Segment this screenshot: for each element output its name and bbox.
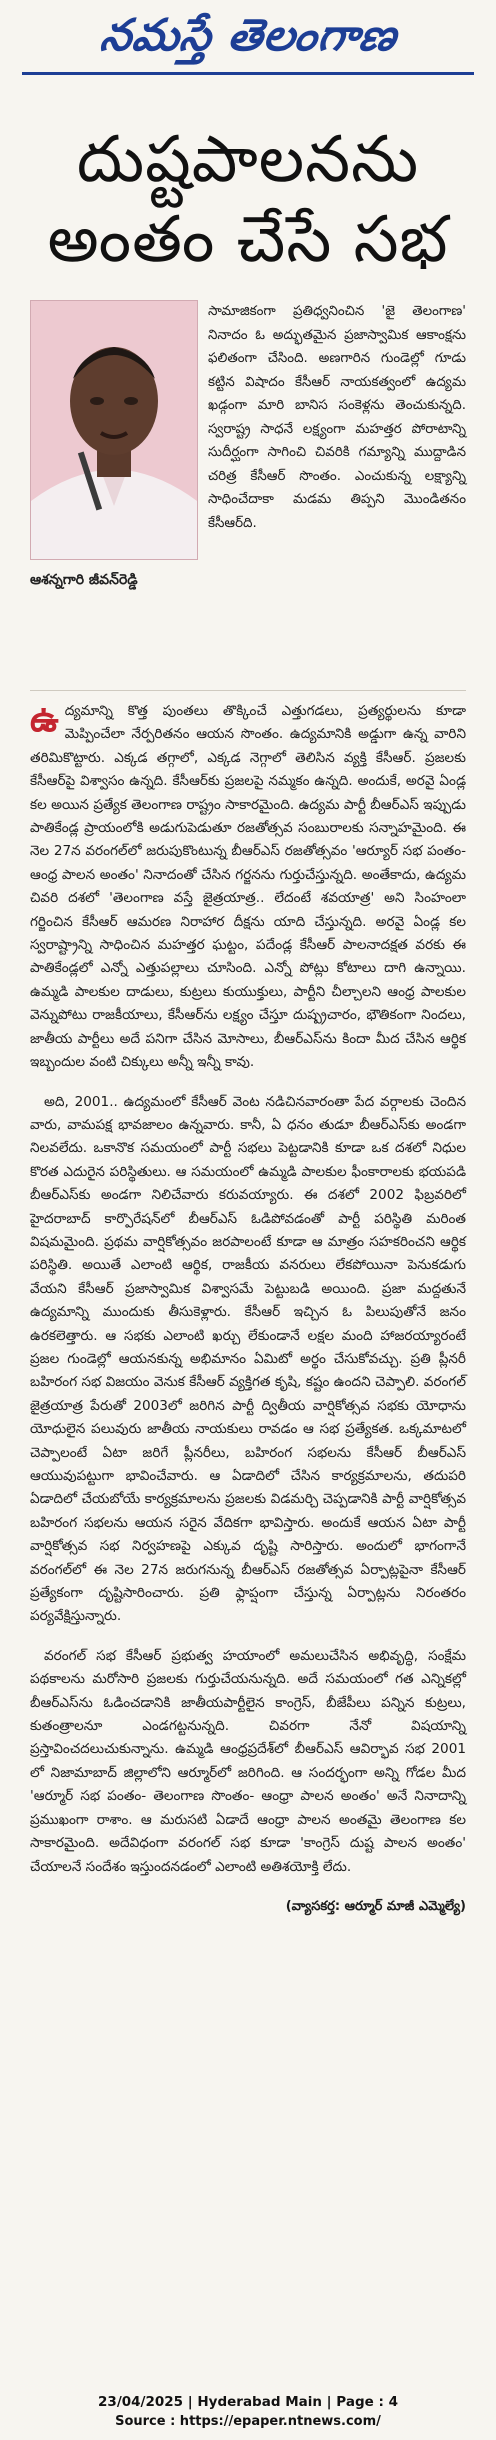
headline-line-1: దుష్టపాలనను: [76, 123, 420, 197]
author-portrait-image: [31, 301, 197, 559]
lead-section: [30, 300, 466, 676]
author-byline: (వ్యాసకర్త: ఆర్మూర్ మాజీ ఎమ్మెల్యే): [285, 1898, 466, 1914]
lead-paragraph: సామాజికంగా ప్రతిధ్వనించిన 'జై తెలంగాణ' నినాదం ఓ అద్భుతమైన ప్రజాస్వామిక ఆకాంక్షను ఫలితంగా చేసింది. అణగారిన గుండెల్లో గూడు కట్టిన విషాదం కేసీఆర్ నాయకత్వంలో ఉద్యమ ఖడ్గంగా మారి బానిస సంకెళ్లను తెంచుకున్నది. స్వరాష్ట్ర సాధనే లక్ష్యంగా మహత్తర పోరాటాన్ని సుదీర్ఘంగా సాగించి చివరికి గమ్యాన్ని ముద్దాడిన చరిత్ర కేసీఆర్ సొంతం. ఎంచుకున్న లక్ష్యాన్ని సాధించేదాకా మడమ తిప్పని మొండితనం కేసీఆర్‌ది.: [208, 304, 466, 531]
drop-cap: ఉ: [30, 699, 59, 740]
paragraph-1-text: ద్యమాన్ని కొత్త పుంతలు తొక్కించే ఎత్తుగడలు, ప్రత్యర్థులను కూడా మెప్పించేలా నేర్పరితనం ఆయన సొంతం. ఉద్యమానికి అడ్డుగా ఉన్న వారిని తరిమికొట్టారు. ఎక్కడ తగ్గాలో, ఎక్కడ నెగ్గాలో తెలిసిన వ్యక్తి కేసీఆర్. ప్రజలకు కేసీఆర్‌పై విశ్వాసం ఉన్నది. కేసీఆర్‌కు ప్రజలపై నమ్మకం ఉన్నది. అందుకే, అరవై ఏండ్ల కల అయిన ప్రత్యేక తెలంగాణ రాష్ట్రం సాకారమైంది. ఉద్యమ పార్టీ బీఆర్ఎస్ ఇప్పుడు పాతికేండ్ల ప్రాయంలోకి అడుగుపెడుతూ రజతోత్సవ సంబురాలకు సన్నాహమైంది. ఈ నెల 27న వరంగల్‌లో జరుపుకొంటున్న బీఆర్ఎస్ రజతోత్సవం 'ఆర్యూర్ సభ పంతం-ఆంధ్ర పాలన అంతం' నినాదంతో చేసిన గర్జనను గుర్తుచేస్తున్నది. అంతేకాదు, ఉద్యమ చివరి దశలో 'తెలంగాణ వస్తే జైత్రయాత్ర.. లేదంటే శవయాత్ర' అని సింహంలా గర్జించిన కేసీఆర్ ఆమరణ నిరాహార దీక్షను యాది చేస్తున్నది. అరవై ఏండ్ల కల స్వరాష్ట్రాన్ని సాధించిన మహత్తర ఘట్టం, పదేండ్ల కేసీఆర్ పాలనాదక్షత వరకు ఈ పాతికేండ్లలో ఎన్నో ఎత్తుపల్లాలు చూసింది. ఎన్నో పోట్లు కోటాలు దాగి ఉన్నాయి. ఉమ్మడి పాలకుల దాడులు, కుట్రలు కుయుక్తులు, పార్టీని చీల్చాలని ఆంధ్ర పాలకుల వెన్నుపోటు రాజకీయాలు, కేసీఆర్‌ను లక్ష్యం చేస్తూ దుష్ప్రచారం, భౌతికంగా నిందలు, జాతీయ పార్టీలు అదే పనిగా చేసిన మోసాలు, బీఆర్ఎస్‌ను కిందా మీద చేసిన ఆర్థిక ఇబ్బందుల వంటి చిక్కులు అన్నీ ఇన్నీ కావు.: [30, 703, 466, 1071]
footer-meta: 23/04/2025 | Hyderabad Main | Page : 4: [98, 2394, 398, 2410]
page-footer: [0, 2392, 496, 2432]
article-headline: [20, 120, 476, 280]
paragraph-3: వరంగల్ సభ కేసీఆర్ ప్రభుత్వ హయాంలో అమలుచేసిన అభివృద్ధి, సంక్షేమ పథకాలను మరోసారి ప్రజలకు గుర్తుచేయనున్నది. అదే సమయంలో గత ఎన్నికల్లో బీఆర్ఎస్‌ను ఓడించడానికి జాతీయపార్టీలైన కాంగ్రెస్, బీజేపీలు పన్నిన కుట్రలు, కుతంత్రాలనూ ఎండగట్టనున్నది. చివరగా నేనో విషయాన్ని ప్రస్తావించదలుచుకున్నాను. ఉమ్మడి ఆంధ్రప్రదేశ్‌లో బీఆర్ఎస్ ఆవిర్భావ సభ 2001 లో నిజామాబాద్ జిల్లాలోని ఆర్మూర్‌లో జరిగింది. ఆ సందర్భంగా అన్ని గోడల మీద 'ఆర్మూర్ సభ పంతం- తెలంగాణ సొంతం- ఆంధ్రా పాలన అంతం' అనే నినాదాన్ని ప్రముఖంగా రాశాం. ఆ మరుసటి ఏడాదే ఆంధ్రా పాలన అంతమై తెలంగాణ కల సాకారమైంది. అదేవిధంగా వరంగల్ సభ కూడా 'కాంగ్రెస్ దుష్ట పాలన అంతం' చేయాలనే సందేశం ఇస్తుందనడంలో ఎలాంటి అతిశయోక్తి లేదు.: [30, 1647, 466, 1875]
section-divider: [30, 690, 466, 691]
photo-caption: ఆశన్నగారి జీవన్‌రెడ్డి: [30, 572, 138, 588]
article-body: [30, 700, 466, 1918]
author-photo: [30, 300, 198, 560]
headline-line-2: అంతం చేసే సభ: [47, 203, 449, 277]
paragraph-1: [30, 700, 466, 1075]
footer-source-link[interactable]: Source : https://epaper.ntnews.com/: [115, 2414, 381, 2429]
masthead-rule: [22, 72, 474, 75]
masthead-title: నమస్తే తెలంగాణ: [97, 10, 401, 61]
masthead: [0, 0, 496, 82]
paragraph-2: అది, 2001.. ఉద్యమంలో కేసీఆర్ వెంట నడిచినవారంతా పేద వర్గాలకు చెందిన వారు, వామపక్ష భావజాలం ఉన్నవారు. కానీ, ఏ ధనం తుడూ బీఆర్ఎస్‌కు అండగా నిలవలేదు. ఒకానొక సమయంలో పార్టీ సభలు పెట్టడానికి కూడా ఒక దశలో నిధుల కొరత ఎదురైన పరిస్థితులు. ఆ సమయంలో ఉమ్మడి పాలకుల ఫీంకారాలకు భయపడి బీఆర్ఎస్‌కు అండగా నిలిచేవారు కరువయ్యారు. ఈ దశలో 2002 ఫిబ్రవరిలో హైదరాబాద్ కార్పొరేషన్‌లో బీఆర్ఎస్ ఓడిపోవడంతో పార్టీ పరిస్థితి మరింత విషమమైంది. ప్రథమ వార్షికోత్సవం జరపాలంటే కూడా ఆ మాత్రం సహకరించని ఆర్థిక పరిస్థితి. అయితే ఎలాంటి ఆర్థిక, రాజకీయ వనరులు లేకపోయినా పెనుకడుగు వేయని కేసీఆర్ ప్రజాస్వామిక విశ్వాసమే పెట్టుబడి అయింది. ప్రజా మద్దతునే ఉద్యమాన్ని ముందుకు తీసుకెళ్లారు. కేసీఆర్ ఇచ్చిన ఓ పిలుపుతోనే జనం ఉరకలెత్తారు. ఆ సభకు ఎలాంటి ఖర్చు లేకుండానే లక్షల మంది హాజరయ్యారంటే ప్రజల గుండెల్లో ఆయనకున్న అభిమానం ఏమిటో అర్థం చేసుకోవచ్చు. ప్రతి ప్లీనరీ బహిరంగ సభ విజయం వెనుక కేసీఆర్ వ్యక్తిగత కృషి, కష్టం ఉందని చెప్పాలి. వరంగల్ జైత్రయాత్ర పేరుతో 2003లో జరిగిన పార్టీ ద్వితీయ వార్షికోత్సవ సభకు యోధాను యోధులైన పలువురు జాతీయ నాయకులు రావడం ఆ సభ ప్రత్యేకత. ఒక్కమాటలో చెప్పాలంటే ఏటా జరిగే ప్లీనరీలు, బహిరంగ సభలను కేసీఆర్ బీఆర్ఎస్ ఆయువుపట్టుగా భావించేవారు. ఆ ఏడాదిలో చేసిన కార్యక్రమాలను, తదుపరి ఏడాదిలో చేయబోయే కార్యక్రమాలను ప్రజలకు విడమర్చి చెప్పడానికి పార్టీ వార్షికోత్సవ బహిరంగ సభలను ఆయన సరైన వేదికగా భావిస్తారు. అందుకే ఆయన ఏటా పార్టీ వార్షికోత్సవ సభ నిర్వహణపై ఎక్కువ దృష్టి సారిస్తారు. అందులో భాగంగానే వరంగల్‌లో ఈ నెల 27న జరుగనున్న బీఆర్ఎస్ రజతోత్సవ ఏర్పాట్లపైనా కేసీఆర్ ప్రత్యేకంగా దృష్టిసారించారు. ప్రతి ఫ్లాప్షంగా చేస్తున్న ఏర్పాట్లను నిరంతరం పర్యవేక్షిస్తున్నారు.: [30, 1093, 466, 1625]
